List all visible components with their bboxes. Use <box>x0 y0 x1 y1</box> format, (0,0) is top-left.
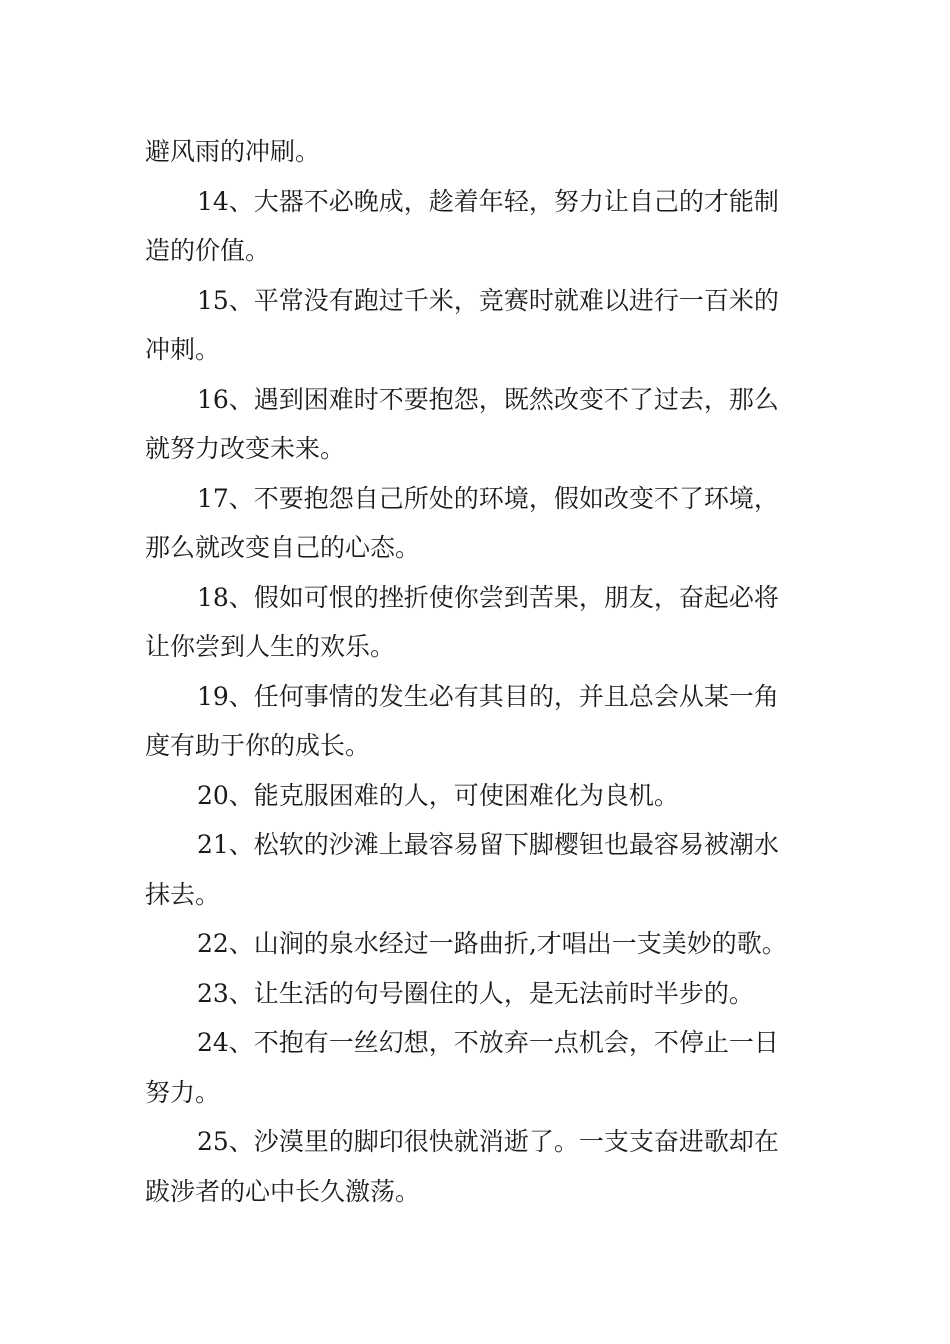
quote-20-line-1: 20、能克服困难的人，可使困难化为良机。 <box>197 780 679 810</box>
quote-23-line-1: 23、让生活的句号圈住的人，是无法前时半步的。 <box>197 978 754 1008</box>
quote-25-line-2: 跋涉者的心中长久激荡。 <box>145 1176 421 1206</box>
quote-17-line-1: 17、不要抱怨自己所处的环境，假如改变不了环境， <box>197 483 779 513</box>
quote-19-line-2: 度有助于你的成长。 <box>145 731 371 760</box>
quote-18-line-2: 让你尝到人生的欢乐。 <box>145 632 396 661</box>
quote-17-line-2: 那么就改变自己的心态。 <box>145 533 421 562</box>
quote-22-line-1: 22、山涧的泉水经过一路曲折,才唱出一支美妙的歌。 <box>197 929 787 958</box>
quote-16-line-1: 16、遇到困难时不要抱怨，既然改变不了过去，那么 <box>197 384 779 414</box>
quote-15-line-1: 15、平常没有跑过千米，竞赛时就难以进行一百米的 <box>197 285 779 315</box>
quote-19-line-1: 19、任何事情的发生必有其目的，并且总会从某一角 <box>197 681 779 711</box>
text-line: 避风雨的冲刷。 <box>145 137 321 166</box>
quote-25-line-1: 25、沙漠里的脚印很快就消逝了。一支支奋进歌却在 <box>197 1127 779 1156</box>
quote-15-line-2: 冲刺。 <box>145 335 221 364</box>
quote-14-line-2: 造的价值。 <box>145 236 271 265</box>
quote-24-line-1: 24、不抱有一丝幻想，不放弃一点机会，不停止一日 <box>197 1028 779 1057</box>
quote-16-line-2: 就努力改变未来。 <box>145 434 346 463</box>
quote-21-line-2: 抹去。 <box>145 879 221 909</box>
quote-18-line-1: 18、假如可恨的挫折使你尝到苦果，朋友，奋起必将 <box>197 582 779 612</box>
quote-21-line-1: 21、松软的沙滩上最容易留下脚樱钽也最容易被潮水 <box>197 830 779 859</box>
document-body <box>145 127 810 1216</box>
quote-14-line-1: 14、大器不必晚成，趁着年轻，努力让自己的才能制 <box>197 186 779 216</box>
quote-24-line-2: 努力。 <box>145 1077 221 1107</box>
